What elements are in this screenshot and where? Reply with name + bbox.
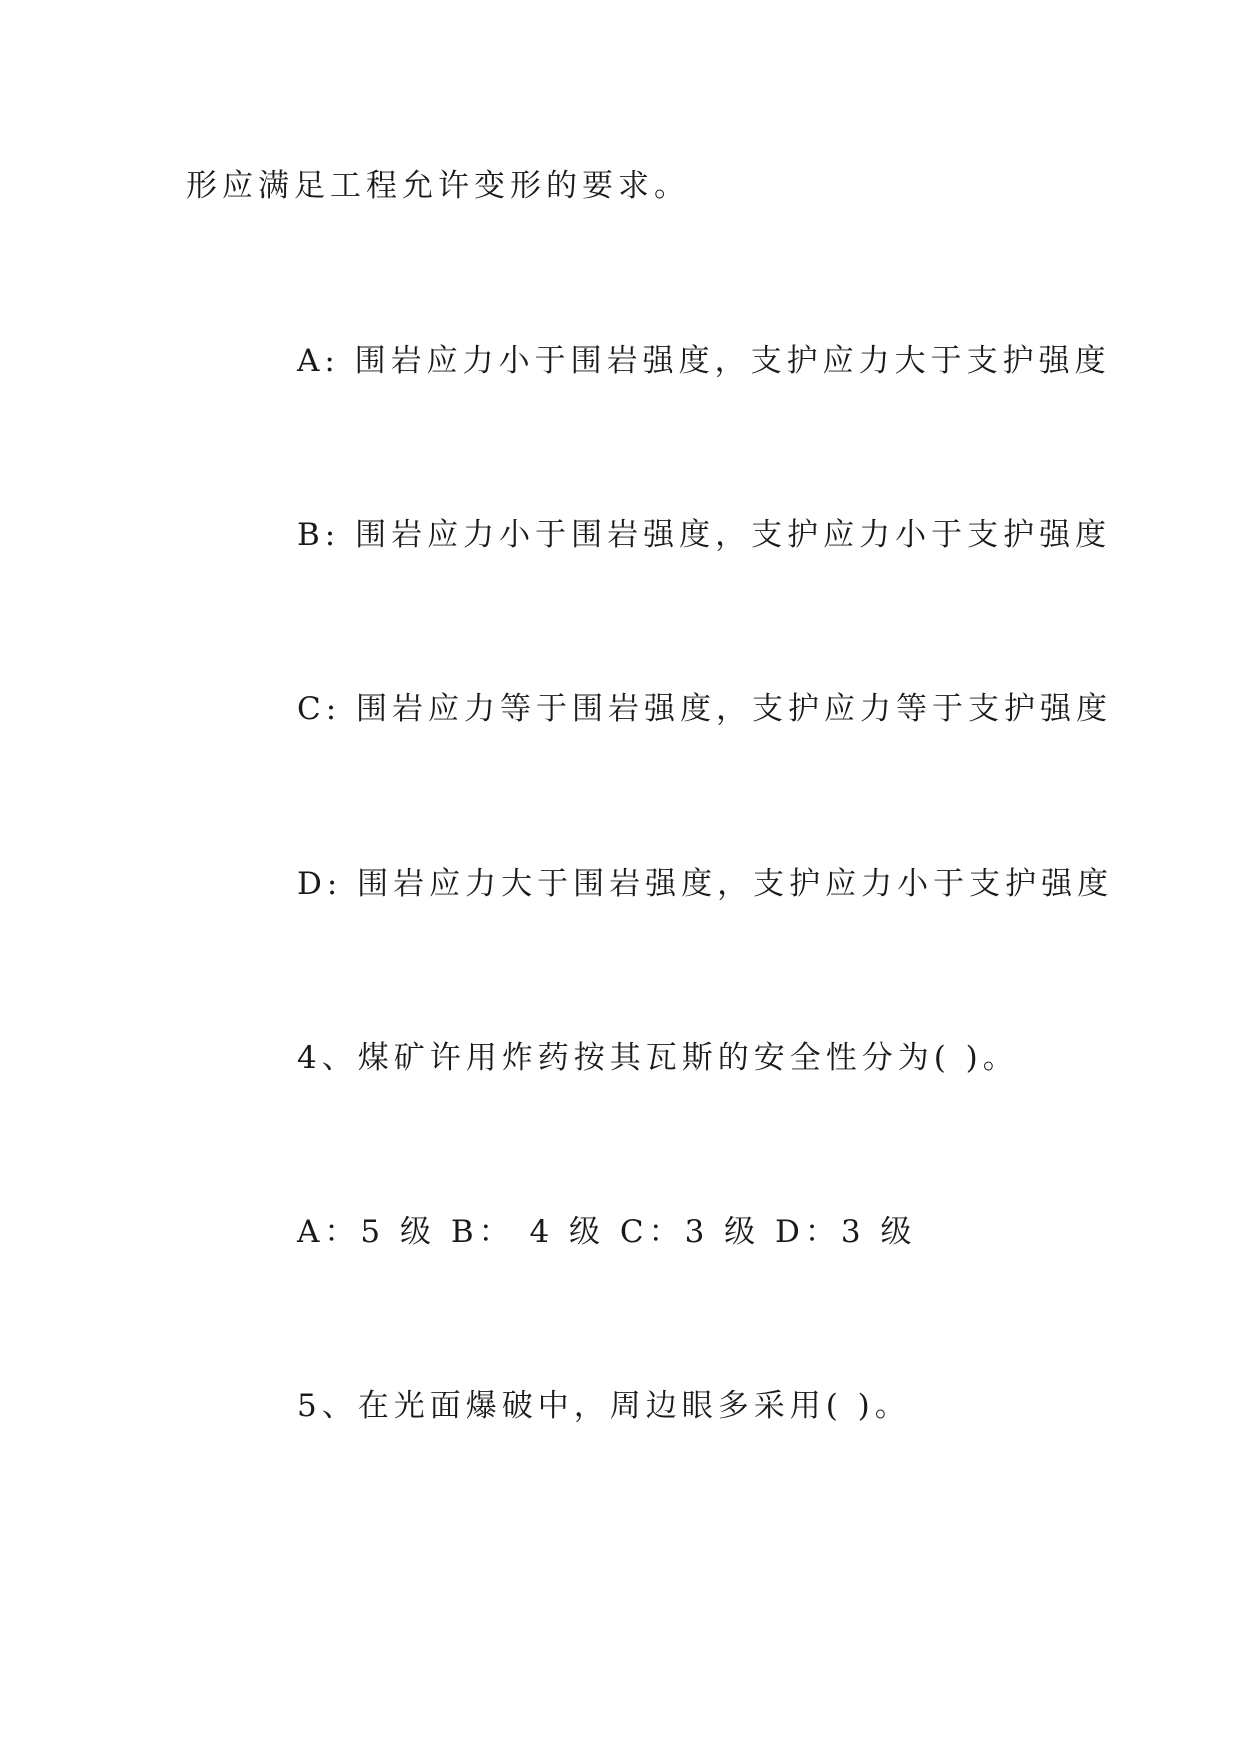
q3-option-b: B: 围岩应力小于围岩强度，支护应力小于支护强度: [297, 517, 1112, 553]
q3-option-c: C: 围岩应力等于围岩强度，支护应力等于支护强度: [297, 691, 1113, 727]
question-4-stem: 4、煤矿许用炸药按其瓦斯的安全性分为( )。: [297, 1040, 1019, 1076]
question-4-options: A：5 级 B： 4 级 C：3 级 D：3 级: [297, 1214, 917, 1250]
continuation-text: 形应满足工程允许变形的要求。: [186, 168, 690, 204]
question-5-stem: 5、在光面爆破中，周边眼多采用( )。: [297, 1388, 911, 1424]
q3-option-a: A: 围岩应力小于围岩强度，支护应力大于支护强度: [297, 343, 1111, 379]
q3-option-d: D: 围岩应力大于围岩强度，支护应力小于支护强度: [297, 866, 1114, 902]
